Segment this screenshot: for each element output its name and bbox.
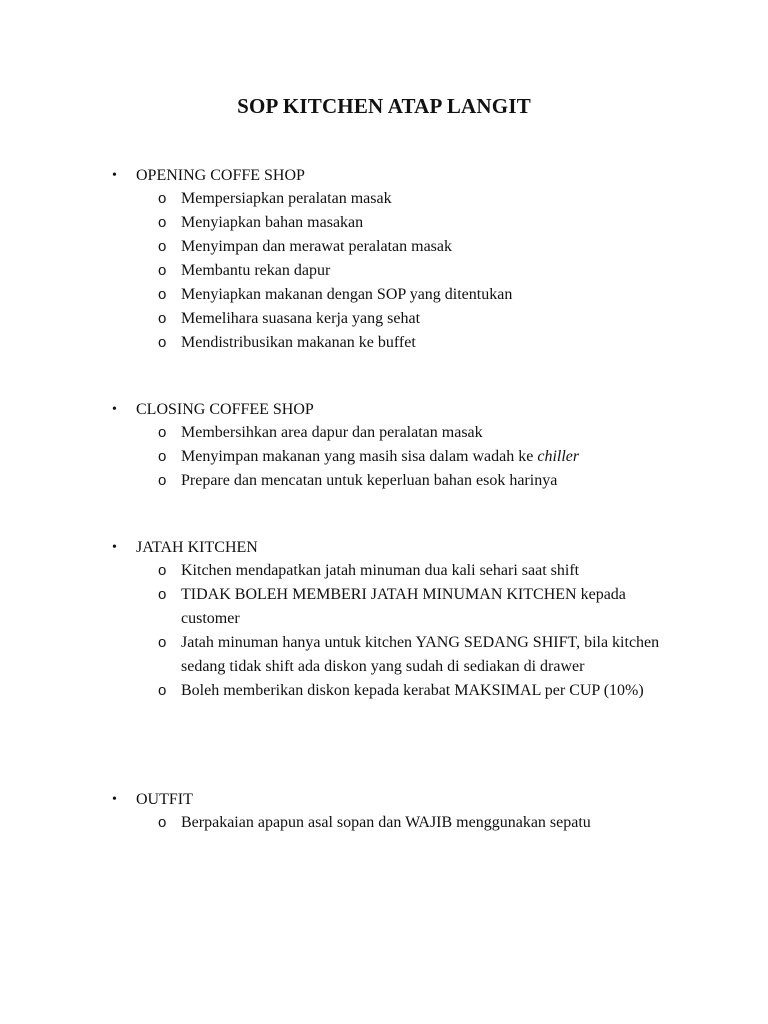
section-heading-text: CLOSING COFFEE SHOP <box>136 401 314 418</box>
sub-list <box>112 559 712 703</box>
list-item <box>112 187 681 211</box>
list-item <box>112 259 681 283</box>
list-item-text: Membantu rekan dapur <box>181 262 331 279</box>
section-outfit <box>112 789 712 835</box>
bullet-icon: • <box>112 168 117 183</box>
list-item-text: Mendistribusikan makanan ke buffet <box>181 334 416 351</box>
list-item-text: TIDAK BOLEH MEMBERI JATAH MINUMAN KITCHEN kepada customer <box>181 586 626 627</box>
list-item-text: Jatah minuman hanya untuk kitchen YANG SEDANG SHIFT, bila kitchen sedang tidak shift ada diskon yang sudah di sediakan di drawer <box>181 634 660 675</box>
sub-list <box>112 421 712 493</box>
list-item <box>112 469 681 493</box>
sub-bullet-icon: o <box>158 814 167 831</box>
section-heading <box>112 399 712 421</box>
section-heading-text: OUTFIT <box>136 791 193 808</box>
sub-list <box>112 187 712 355</box>
bullet-icon: • <box>112 540 117 555</box>
list-item <box>112 445 681 469</box>
sub-bullet-icon: o <box>158 190 167 207</box>
sub-bullet-icon: o <box>158 634 167 651</box>
section-jatah-kitchen <box>112 537 712 703</box>
list-item <box>112 331 681 355</box>
list-item <box>112 421 681 445</box>
list-item-text: Berpakaian apapun asal sopan dan WAJIB menggunakan sepatu <box>181 814 591 831</box>
section-opening-coffee-shop <box>112 165 712 355</box>
list-item <box>112 235 681 259</box>
sub-bullet-icon: o <box>158 310 167 327</box>
sub-bullet-icon: o <box>158 334 167 351</box>
list-item <box>112 559 681 583</box>
sub-bullet-icon: o <box>158 286 167 303</box>
section-heading-text: JATAH KITCHEN <box>136 539 258 556</box>
section-closing-coffee-shop <box>112 399 712 493</box>
sub-bullet-icon: o <box>158 214 167 231</box>
list-item-text: Menyimpan dan merawat peralatan masak <box>181 238 452 255</box>
list-item <box>112 307 681 331</box>
section-heading <box>112 165 712 187</box>
section-heading <box>112 789 712 811</box>
sub-bullet-icon: o <box>158 682 167 699</box>
sub-bullet-icon: o <box>158 472 167 489</box>
sub-list <box>112 811 712 835</box>
list-item-text: Prepare dan mencatan untuk keperluan bahan esok harinya <box>181 472 558 489</box>
bullet-icon: • <box>112 402 117 417</box>
list-item-text: Mempersiapkan peralatan masak <box>181 190 392 207</box>
section-heading <box>112 537 712 559</box>
list-item <box>112 679 681 703</box>
list-item <box>112 583 681 631</box>
list-item <box>112 211 681 235</box>
list-item <box>112 631 681 679</box>
sub-bullet-icon: o <box>158 562 167 579</box>
sub-bullet-icon: o <box>158 448 167 465</box>
section-heading-text: OPENING COFFE SHOP <box>136 167 305 184</box>
list-item <box>112 283 681 307</box>
list-item-text: Menyimpan makanan yang masih sisa dalam wadah ke <box>181 448 534 465</box>
sub-bullet-icon: o <box>158 586 167 603</box>
list-item-text: Memelihara suasana kerja yang sehat <box>181 310 421 327</box>
list-item-text: Menyiapkan makanan dengan SOP yang ditentukan <box>181 286 513 303</box>
list-item-text: Membersihkan area dapur dan peralatan masak <box>181 424 483 441</box>
sub-bullet-icon: o <box>158 262 167 279</box>
bullet-icon: • <box>112 792 117 807</box>
list-item <box>112 811 681 835</box>
list-item-italic-text: chiller <box>537 448 580 465</box>
list-item-text: Boleh memberikan diskon kepada kerabat MAKSIMAL per CUP (10%) <box>181 682 644 699</box>
list-item-text: Menyiapkan bahan masakan <box>181 214 364 231</box>
document-title: SOP KITCHEN ATAP LANGIT <box>237 94 531 118</box>
sub-bullet-icon: o <box>158 424 167 441</box>
sub-bullet-icon: o <box>158 238 167 255</box>
list-item-text: Kitchen mendapatkan jatah minuman dua kali sehari saat shift <box>181 562 580 579</box>
